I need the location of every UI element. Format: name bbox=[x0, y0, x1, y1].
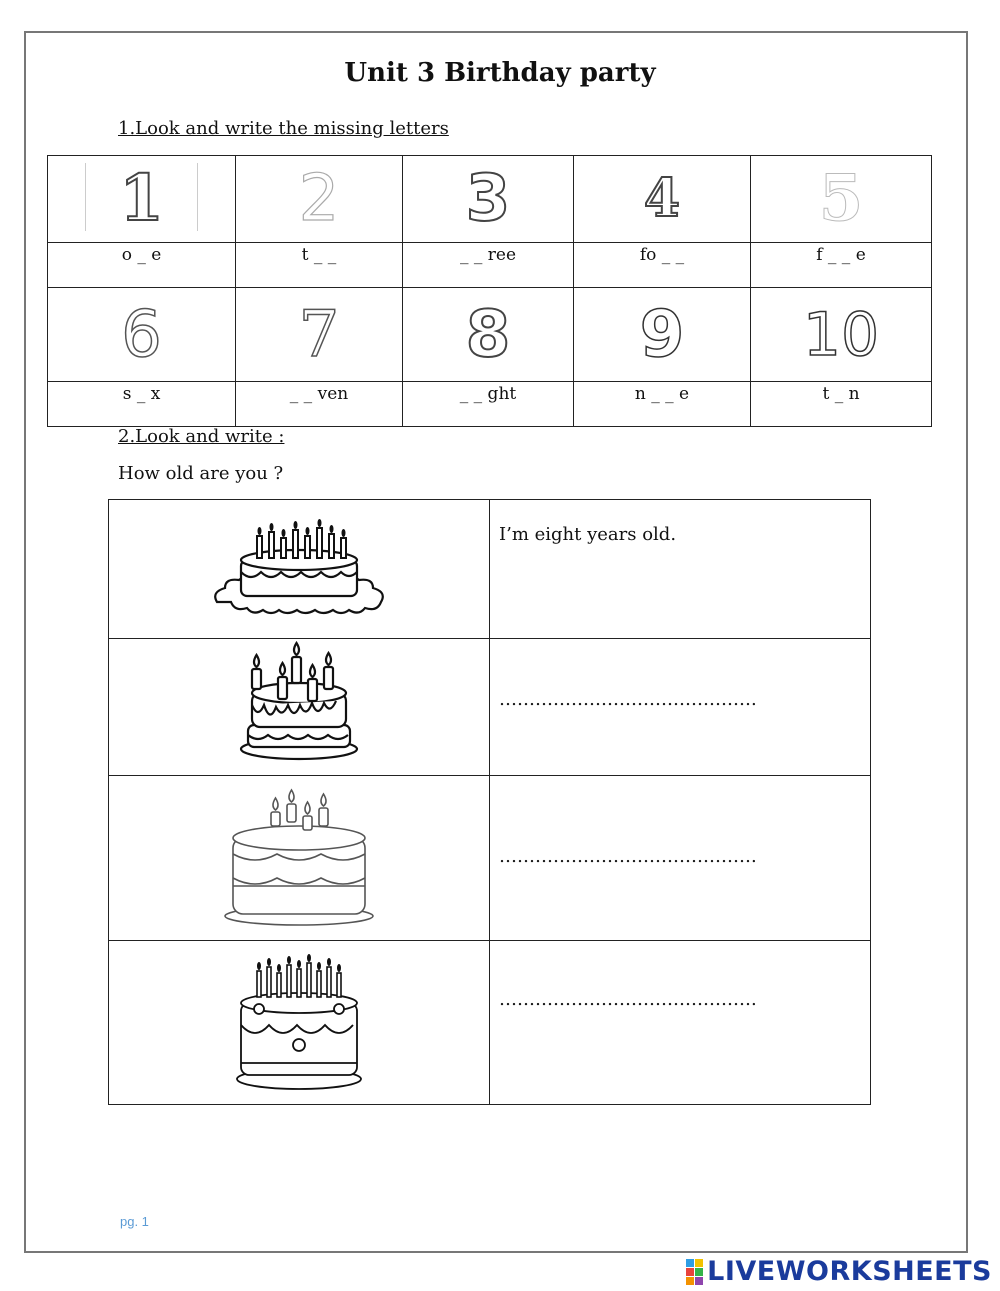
brand-text: LIVEWORKSHEETS bbox=[707, 1256, 992, 1287]
cake-row bbox=[109, 776, 871, 941]
logo-blocks-icon bbox=[686, 1259, 703, 1285]
question-text: How old are you ? bbox=[118, 463, 284, 484]
word-cell: _ _ ree bbox=[403, 243, 574, 288]
number-glyph: 8 bbox=[465, 297, 511, 372]
number-glyph: 1 bbox=[119, 161, 164, 236]
section2-heading: 2.Look and write : bbox=[118, 426, 285, 447]
words-row bbox=[48, 382, 932, 427]
words-row bbox=[48, 243, 932, 288]
number-cell-6 bbox=[48, 288, 236, 382]
answer-cell[interactable] bbox=[490, 500, 871, 639]
cake-eight-candles-icon bbox=[209, 514, 389, 624]
word-cell: fo _ _ bbox=[574, 243, 751, 288]
number-glyph: 3 bbox=[465, 162, 511, 236]
word-cell: n _ _ e bbox=[574, 382, 751, 427]
answer-cell[interactable] bbox=[490, 776, 871, 941]
word-cell: f _ _ e bbox=[751, 243, 932, 288]
answer-cell[interactable] bbox=[490, 639, 871, 776]
answer-blank: ……………………………………. bbox=[499, 689, 757, 710]
number-glyph: 6 bbox=[121, 297, 162, 372]
number-glyph: 2 bbox=[298, 162, 340, 236]
answer-blank: ……………………………………. bbox=[499, 989, 757, 1010]
cake-cell bbox=[109, 500, 490, 639]
number-cell-9 bbox=[574, 288, 751, 382]
word-cell: o _ e bbox=[48, 243, 236, 288]
numbers-table bbox=[47, 155, 932, 427]
number-cell-4 bbox=[574, 156, 751, 243]
cake-row bbox=[109, 941, 871, 1105]
cake-five-candles-icon bbox=[234, 641, 364, 769]
cake-cell bbox=[109, 776, 490, 941]
page-number: pg. 1 bbox=[120, 1214, 149, 1229]
numbers-row bbox=[48, 288, 932, 382]
cake-nine-candles-icon bbox=[229, 947, 369, 1097]
word-cell: t _ n bbox=[751, 382, 932, 427]
word-cell: _ _ ght bbox=[403, 382, 574, 427]
number-glyph: 9 bbox=[639, 297, 685, 372]
liveworksheets-logo bbox=[686, 1256, 992, 1287]
word-cell: s _ x bbox=[48, 382, 236, 427]
number-glyph: 4 bbox=[643, 168, 681, 229]
word-cell: _ _ ven bbox=[236, 382, 403, 427]
number-glyph: 5 bbox=[818, 161, 864, 236]
word-cell: t _ _ bbox=[236, 243, 403, 288]
cake-row bbox=[109, 639, 871, 776]
number-cell-10 bbox=[751, 288, 932, 382]
cake-table bbox=[108, 499, 871, 1105]
number-cell-5 bbox=[751, 156, 932, 243]
section1-heading: 1.Look and write the missing letters bbox=[118, 118, 449, 139]
number-cell-2 bbox=[236, 156, 403, 243]
answer-text: I’m eight years old. bbox=[499, 524, 677, 545]
number-glyph: 10 bbox=[802, 299, 880, 370]
number-glyph: 7 bbox=[298, 297, 340, 372]
number-cell-8 bbox=[403, 288, 574, 382]
cake-four-candles-icon bbox=[219, 782, 379, 932]
numbers-row bbox=[48, 156, 932, 243]
page-title: Unit 3 Birthday party bbox=[344, 58, 656, 88]
number-cell-7 bbox=[236, 288, 403, 382]
cake-row bbox=[109, 500, 871, 639]
cake-cell bbox=[109, 941, 490, 1105]
number-cell-3 bbox=[403, 156, 574, 243]
cake-cell bbox=[109, 639, 490, 776]
number-cell-1 bbox=[48, 156, 236, 243]
answer-blank: ……………………………………. bbox=[499, 846, 757, 867]
answer-cell[interactable] bbox=[490, 941, 871, 1105]
